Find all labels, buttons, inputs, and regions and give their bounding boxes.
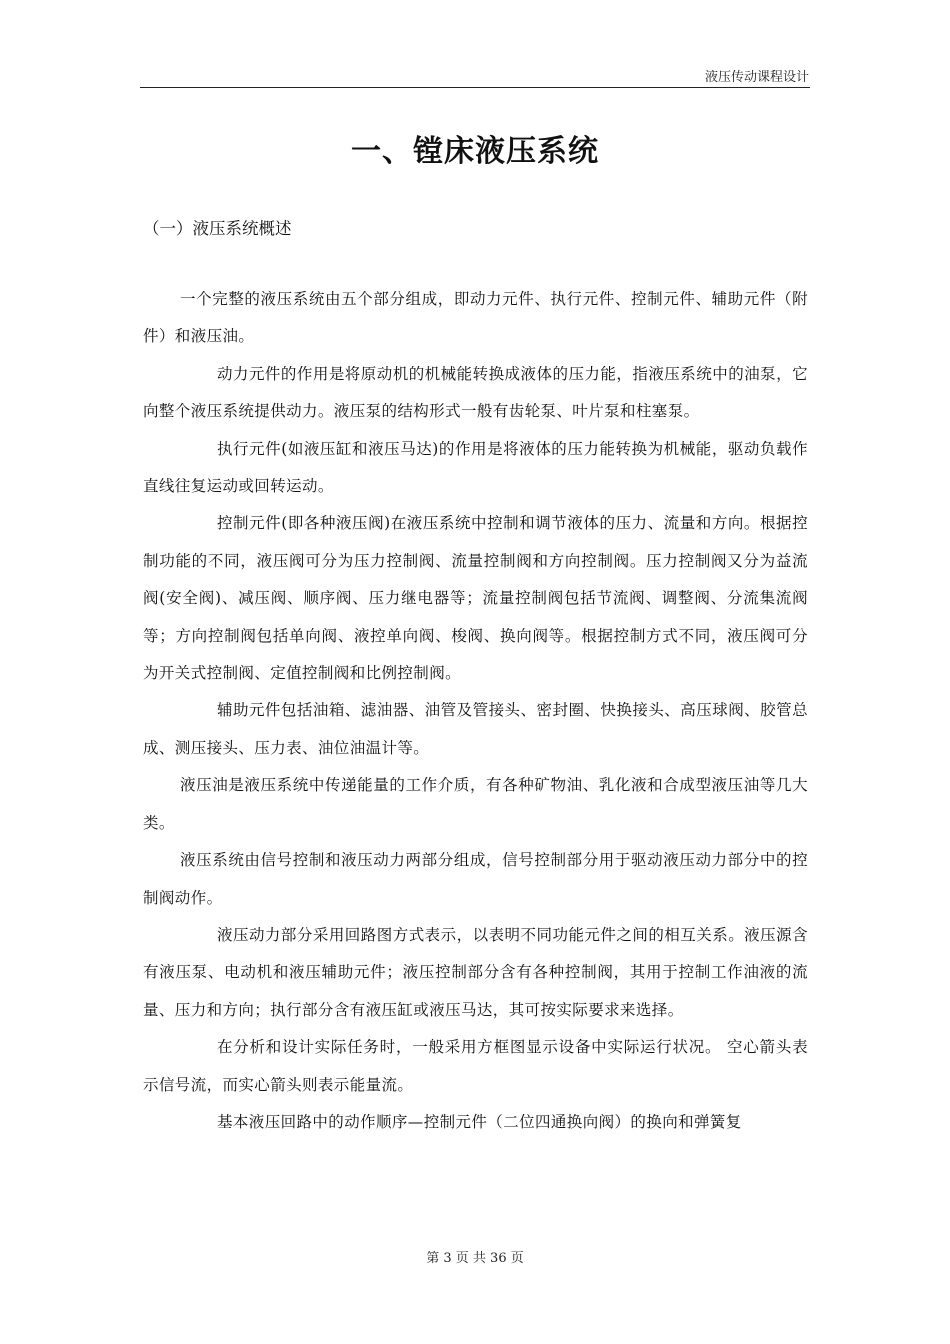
paragraph: 液压系统由信号控制和液压动力两部分组成，信号控制部分用于驱动液压动力部分中的控制阀动作。 bbox=[143, 851, 808, 907]
paragraph: 液压动力部分采用回路图方式表示，以表明不同功能元件之间的相互关系。液压源含有液压泵、电动机和液压辅助元件；液压控制部分含有各种控制阀，其用于控制工作油液的流量、压力和方向；执行部分含有液压缸或液压马达，其可按实际要求来选择。 bbox=[143, 925, 808, 1019]
paragraph: 一个完整的液压系统由五个部分组成，即动力元件、执行元件、控制元件、辅助元件（附件）和液压油。 bbox=[143, 290, 808, 346]
paragraph: 在分析和设计实际任务时，一般采用方框图显示设备中实际运行状况。 空心箭头表示信号流，而实心箭头则表示能量流。 bbox=[143, 1038, 808, 1094]
paragraph: 执行元件(如液压缸和液压马达)的作用是将液体的压力能转换为机械能，驱动负载作直线往复运动或回转运动。 bbox=[143, 439, 808, 496]
body-text bbox=[143, 281, 808, 1141]
header-rule bbox=[140, 87, 810, 88]
paragraph: 动力元件的作用是将原动机的机械能转换成液体的压力能，指液压系统中的油泵，它向整个液压系统提供动力。液压泵的结构形式一般有齿轮泵、叶片泵和柱塞泵。 bbox=[143, 364, 808, 421]
paragraph: 基本液压回路中的动作顺序—控制元件（二位四通换向阀）的换向和弹簧复 bbox=[217, 1112, 742, 1131]
paragraph: 控制元件(即各种液压阀)在液压系统中控制和调节液体的压力、流量和方向。根据控制功能的不同，液压阀可分为压力控制阀、流量控制阀和方向控制阀。压力控制阀又分为益流阀(安全阀)、减压阀、顺序阀、压力继电器等；流量控制阀包括节流阀、调整阀、分流集流阀等；方向控制阀包括单向阀、液控单向阀、梭阀、换向阀等。根据控制方式不同，液压阀可分为开关式控制阀、定值控制阀和比例控制阀。 bbox=[143, 514, 808, 683]
chapter-title: 一、镗床液压系统 bbox=[351, 134, 599, 169]
section-heading: （一）液压系统概述 bbox=[143, 219, 292, 238]
page-number: 第 3 页 共 36 页 bbox=[426, 1251, 524, 1266]
paragraph: 辅助元件包括油箱、滤油器、油管及管接头、密封圈、快换接头、高压球阀、胶管总成、测压接头、压力表、油位油温计等。 bbox=[143, 701, 808, 757]
running-header: 液压传动课程设计 bbox=[704, 70, 809, 85]
paragraph: 液压油是液压系统中传递能量的工作介质，有各种矿物油、乳化液和合成型液压油等几大类。 bbox=[143, 776, 808, 832]
